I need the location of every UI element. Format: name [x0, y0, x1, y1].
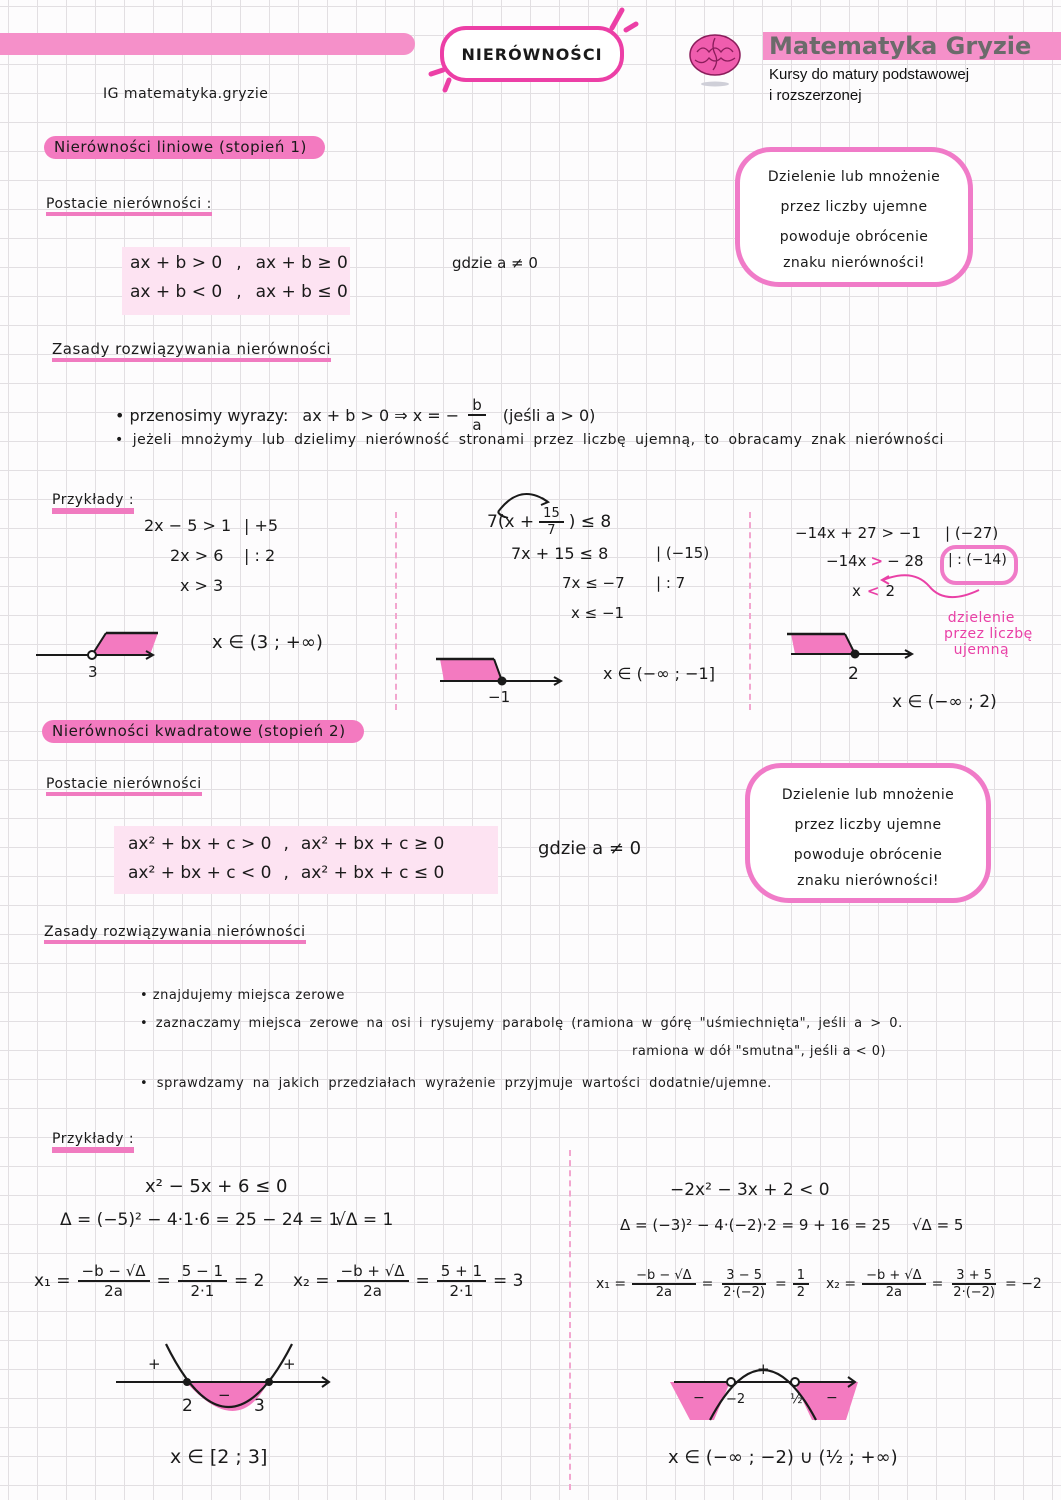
- section-title-linear: Nierówności liniowe (stopień 1): [44, 136, 325, 159]
- equals: =: [156, 1271, 171, 1291]
- step-op: | : 2: [244, 546, 276, 565]
- rules-heading-linear: Zasady rozwiązywania nierówności: [52, 340, 331, 362]
- delta: Δ = (−5)² − 4·1·6 = 25 − 24 = 1: [60, 1210, 340, 1230]
- denominator: 2·(−2): [723, 1285, 766, 1300]
- step-lhs: 7(x +: [487, 512, 535, 532]
- condition-linear: gdzie a ≠ 0: [452, 254, 538, 272]
- annotation-line: dzielenie: [947, 610, 1015, 626]
- numerator: 5 − 1: [178, 1262, 227, 1282]
- fraction: [793, 1268, 809, 1300]
- answer: x ∈ (−∞ ; 2): [892, 692, 997, 712]
- page-title: NIERÓWNOŚCI: [461, 44, 603, 64]
- numerator: −b + √Δ: [862, 1268, 925, 1285]
- step-lhs: 2x > 6: [170, 546, 224, 565]
- instagram-handle: IG matematyka.gryzie: [103, 86, 269, 102]
- fraction: [468, 396, 486, 434]
- step-op: | : (−14): [948, 552, 1007, 568]
- step-op: | : 7: [656, 574, 686, 592]
- comma: ,: [236, 253, 242, 273]
- root-label: ½: [790, 1392, 803, 1407]
- equals: =: [415, 1271, 430, 1291]
- title-cloud: [440, 26, 624, 82]
- inequality-sign: >: [870, 552, 884, 570]
- denominator: 2a: [655, 1285, 672, 1300]
- answer: x ∈ [2 ; 3]: [170, 1446, 268, 1468]
- point-label: −1: [488, 688, 511, 706]
- brand-name: Matematyka Gryzie: [763, 32, 1061, 60]
- sqrt-delta: √Δ = 5: [912, 1216, 964, 1234]
- root-formula-x1: [34, 1262, 264, 1300]
- numerator: 15: [539, 506, 564, 523]
- brain-icon: [685, 30, 745, 90]
- answer: x ∈ (−∞ ; −1]: [603, 664, 715, 683]
- rules-heading-quadratic: Zasady rozwiązywania nierówności: [44, 924, 306, 944]
- formula: ax² + bx + c < 0: [128, 863, 272, 883]
- comma: ,: [283, 834, 289, 854]
- note-line: przez liczby ujemne: [794, 817, 942, 833]
- step-lhs: −14x: [826, 552, 867, 570]
- inequality: x² − 5x + 6 ≤ 0: [145, 1176, 288, 1197]
- numerator: 5 + 1: [437, 1262, 486, 1282]
- root-result: = 3: [493, 1271, 524, 1291]
- root-label: x₂ =: [293, 1271, 330, 1291]
- parabola-up-diagram: [110, 1340, 340, 1420]
- divider: [395, 512, 397, 710]
- root-formula-x2: [826, 1268, 1042, 1300]
- note-cloud-quadratic: [745, 763, 991, 903]
- numerator: 1: [793, 1268, 809, 1285]
- numerator: 3 + 5: [952, 1268, 996, 1285]
- denominator: 2: [796, 1285, 806, 1300]
- header-pink-bar: [0, 33, 415, 55]
- note-cloud-linear: [735, 147, 973, 287]
- step-op: | (−15): [656, 544, 710, 562]
- rule-item: ramiona w dół "smutna", jeśli a < 0): [632, 1044, 887, 1059]
- denominator: 7: [547, 523, 556, 538]
- root-formula-x2: [293, 1262, 523, 1300]
- rule-item: • znajdujemy miejsca zerowe: [140, 988, 345, 1003]
- note-line: przez liczby ujemne: [780, 199, 928, 215]
- root-label: x₁ =: [34, 1271, 71, 1291]
- brand-tagline-line: i rozszerzonej: [769, 87, 862, 104]
- divider: [749, 512, 751, 710]
- root-formula-x1: [596, 1268, 812, 1300]
- divider: [569, 1150, 571, 1490]
- comma: ,: [236, 282, 242, 302]
- fraction: [539, 506, 564, 538]
- step-lhs: 2x − 5 > 1: [144, 516, 232, 535]
- equals: =: [931, 1276, 944, 1292]
- sign-label: −: [218, 1386, 231, 1404]
- formula: ax + b > 0: [130, 253, 223, 273]
- inequality-sign: <: [866, 582, 880, 600]
- linear-example-3-step: [826, 552, 924, 570]
- rule-condition: (jeśli a > 0): [502, 405, 596, 425]
- fraction: [632, 1268, 695, 1300]
- sign-label: +: [283, 1355, 296, 1373]
- curved-arrow-icon: [875, 572, 985, 604]
- forms-heading-quadratic: Postacie nierówności: [46, 776, 202, 796]
- brand-tagline: [769, 64, 969, 106]
- examples-heading-quadratic: Przykłady :: [52, 1131, 134, 1153]
- annotation-line: ujemną: [953, 642, 1010, 658]
- formula: ax + b ≤ 0: [255, 282, 348, 302]
- rule-item: • sprawdzamy na jakich przedziałach wyrażenie przyjmuje wartości dodatnie/ujemne.: [140, 1076, 772, 1091]
- numerator: −b + √Δ: [337, 1262, 409, 1282]
- sqrt-delta: √Δ = 1: [335, 1210, 394, 1230]
- rule-item: • zaznaczamy miejsca zerowe na osi i rysujemy parabolę (ramiona w górę "uśmiechnięta", jeśli a > 0.: [140, 1016, 903, 1031]
- fraction: [337, 1262, 409, 1300]
- number-line: [30, 625, 170, 665]
- answer: x ∈ (−∞ ; −2) ∪ (½ ; +∞): [668, 1447, 898, 1468]
- examples-heading-linear: Przykłady :: [52, 492, 134, 514]
- root-label: −2: [726, 1392, 746, 1407]
- root-result: = 2: [234, 1271, 265, 1291]
- rule-item: • jeżeli mnożymy lub dzielimy nierówność stronami przez liczbę ujemną, to obracamy znak nierówności: [115, 432, 944, 448]
- denominator: 2a: [104, 1282, 123, 1300]
- root-result: = −2: [1005, 1276, 1042, 1292]
- step-lhs: x: [852, 582, 861, 600]
- section-title-quadratic: Nierówności kwadratowe (stopień 2): [42, 720, 364, 743]
- formula: ax + b < 0: [130, 282, 223, 302]
- annotation-line: przez liczbę: [944, 626, 1033, 642]
- step-lhs: x ≤ −1: [571, 604, 625, 622]
- formula: ax² + bx + c ≤ 0: [300, 863, 445, 883]
- step-lhs: 7x ≤ −7: [562, 574, 625, 592]
- fraction: [719, 1268, 769, 1300]
- equals: =: [701, 1276, 714, 1292]
- inequality: −2x² − 3x + 2 < 0: [670, 1180, 830, 1200]
- root-label: 3: [254, 1396, 265, 1416]
- denominator: a: [472, 416, 482, 434]
- forms-heading-linear: Postacie nierówności :: [46, 196, 212, 216]
- title-sparkle-icon: [600, 6, 640, 36]
- numerator: −b − √Δ: [632, 1268, 695, 1285]
- comma: ,: [283, 863, 289, 883]
- point-label: 3: [88, 663, 98, 681]
- rule-text: • przenosimy wyrazy:: [115, 405, 289, 425]
- denominator: 2·1: [190, 1282, 215, 1300]
- linear-example-2-step: [487, 506, 611, 538]
- denominator: 2a: [885, 1285, 902, 1300]
- step-op: | (−27): [945, 524, 999, 542]
- note-line: Dzielenie lub mnożenie: [781, 787, 955, 803]
- number-line: [787, 630, 917, 664]
- sign-label: −: [693, 1390, 705, 1406]
- root-label: x₂ =: [826, 1276, 857, 1292]
- brand-tagline-line: Kursy do matury podstawowej: [769, 66, 970, 83]
- annotation: [930, 610, 1033, 658]
- note-line: powoduje obrócenie: [779, 229, 929, 245]
- fraction: [949, 1268, 999, 1300]
- step-rhs: − 28: [887, 552, 924, 570]
- step-lhs: −14x + 27 > −1: [795, 524, 921, 542]
- step-lhs: 7x + 15 ≤ 8: [511, 544, 609, 563]
- numerator: 3 − 5: [722, 1268, 766, 1285]
- fraction: [437, 1262, 486, 1300]
- formula-box-linear: [122, 247, 350, 315]
- step-rhs: 2: [885, 582, 896, 600]
- step-op: | +5: [244, 516, 279, 535]
- step-lhs: x > 3: [180, 576, 224, 595]
- note-line: Dzielenie lub mnożenie: [767, 169, 941, 185]
- formula: ax² + bx + c > 0: [128, 834, 272, 854]
- step-rhs: ) ≤ 8: [568, 512, 612, 532]
- delta: Δ = (−3)² − 4·(−2)·2 = 9 + 16 = 25: [620, 1216, 891, 1234]
- root-label: x₁ =: [596, 1276, 627, 1292]
- sign-label: +: [757, 1360, 770, 1378]
- denominator: 2·1: [449, 1282, 474, 1300]
- note-line: znaku nierówności!: [797, 873, 939, 889]
- denominator: 2·(−2): [953, 1285, 996, 1300]
- title-sparkle-icon: [425, 64, 459, 94]
- note-line: znaku nierówności!: [783, 255, 925, 271]
- fraction: [862, 1268, 925, 1300]
- denominator: 2a: [363, 1282, 382, 1300]
- numerator: b: [468, 396, 486, 416]
- note-line: powoduje obrócenie: [793, 847, 943, 863]
- point-label: 2: [848, 664, 859, 684]
- formula-box-quadratic: [114, 826, 498, 894]
- fraction: [78, 1262, 150, 1300]
- answer: x ∈ (3 ; +∞): [212, 632, 323, 653]
- fraction: [178, 1262, 227, 1300]
- numerator: −b − √Δ: [78, 1262, 150, 1282]
- formula: ax² + bx + c ≥ 0: [300, 834, 445, 854]
- equals: =: [775, 1276, 787, 1292]
- sign-label: −: [826, 1390, 838, 1406]
- rule-formula: ax + b > 0 ⇒ x = −: [302, 405, 460, 425]
- rule-item: [115, 396, 595, 434]
- condition-quadratic: gdzie a ≠ 0: [538, 838, 642, 859]
- sign-label: +: [148, 1355, 161, 1373]
- root-label: 2: [182, 1396, 193, 1416]
- formula: ax + b ≥ 0: [255, 253, 348, 273]
